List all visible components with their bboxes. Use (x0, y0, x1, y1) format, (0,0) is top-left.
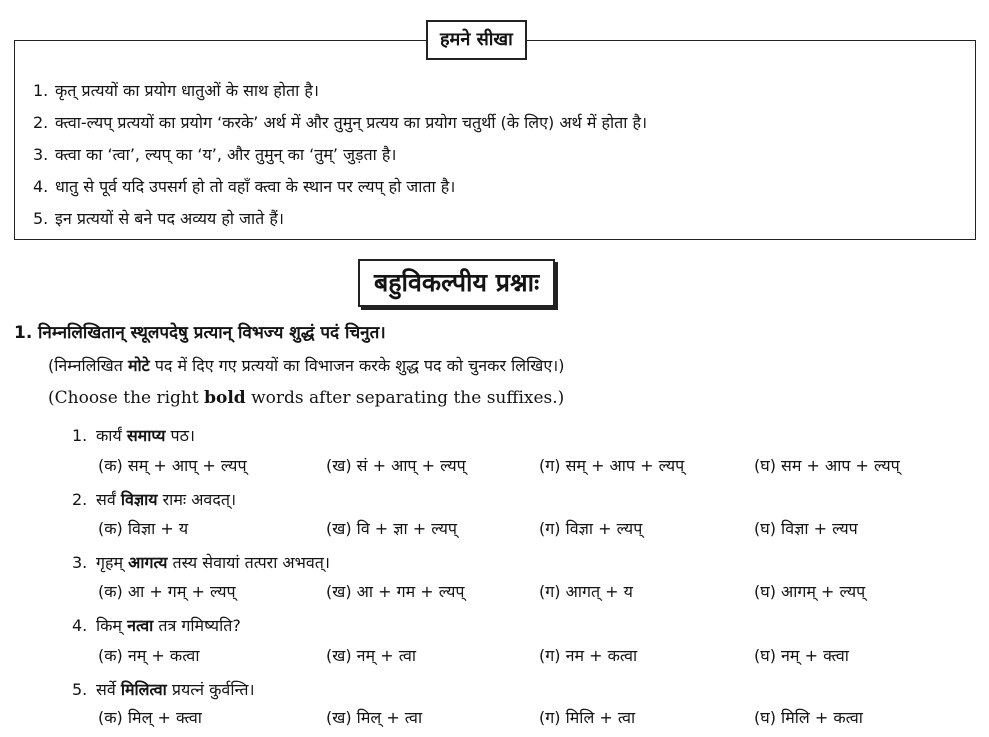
option-text: मिलि + कत्वा (781, 708, 863, 727)
option-label: (क) (98, 519, 123, 538)
summary-point-number: 4. (33, 177, 49, 196)
item-text: प्रयत्नं कुर्वन्ति। (166, 680, 255, 699)
item-text: सर्वे (96, 680, 121, 699)
option-text: नम् + क्त्वा (781, 646, 849, 665)
option-text: सम् + आप + ल्यप् (565, 456, 685, 475)
instruction-bold: मोटे (127, 356, 150, 375)
option-text: नम् + त्वा (356, 646, 416, 665)
option-label: (ख) (326, 646, 352, 665)
option-text: विज्ञा + ल्यप (781, 519, 858, 538)
option-text: आगत् + य (565, 582, 633, 601)
instruction-bold: bold (204, 388, 246, 408)
option-text: वि + ज्ञा + ल्यप् (356, 519, 457, 538)
option-kha[interactable] (326, 644, 416, 666)
option-text: नम + कत्वा (565, 646, 638, 665)
summary-point-text: इन प्रत्ययों से बने पद अव्यय हो जाते हैं। (55, 209, 284, 228)
item-text: रामः अवदत्। (157, 490, 237, 509)
option-label: (घ) (754, 519, 776, 538)
option-gha[interactable] (754, 706, 863, 728)
item-text: किम् (96, 616, 128, 635)
item-text: तत्र गमिष्यति? (153, 616, 241, 635)
options-row (98, 454, 978, 480)
option-gha[interactable] (754, 580, 865, 602)
summary-list (33, 75, 965, 235)
item-text: सर्वं (96, 490, 121, 509)
question-heading (14, 320, 386, 343)
item-text: गृहम् (96, 553, 129, 572)
summary-point-number: 2. (33, 113, 49, 132)
option-label: (ग) (539, 708, 561, 727)
option-ga[interactable] (539, 644, 637, 666)
option-ga[interactable] (539, 706, 635, 728)
option-label: (घ) (754, 456, 776, 475)
option-label: (क) (98, 646, 123, 665)
option-text: आगम् + ल्यप् (781, 582, 866, 601)
option-label: (घ) (754, 582, 776, 601)
summary-point-text: धातु से पूर्व यदि उपसर्ग हो तो वहाँ क्त्वा के स्थान पर ल्यप् हो जाता है। (55, 177, 456, 196)
option-label: (घ) (754, 646, 776, 665)
options-row (98, 706, 978, 732)
option-gha[interactable] (754, 517, 858, 539)
option-gha[interactable] (754, 454, 900, 476)
options-row (98, 580, 978, 606)
option-text: नम् + कत्वा (127, 646, 200, 665)
summary-box (14, 40, 976, 240)
summary-point (33, 171, 965, 203)
summary-point (33, 203, 965, 235)
option-ka[interactable] (98, 644, 199, 666)
option-text: सं + आप् + ल्यप् (356, 456, 466, 475)
option-label: (क) (98, 582, 123, 601)
option-text: विज्ञा + य (127, 519, 189, 538)
option-label: (घ) (754, 708, 776, 727)
option-text: आ + गम् + ल्यप् (127, 582, 236, 601)
option-label: (ग) (539, 582, 561, 601)
option-ga[interactable] (539, 517, 642, 539)
option-label: (ग) (539, 646, 561, 665)
summary-point-text: क्त्वा-ल्यप् प्रत्ययों का प्रयोग ‘करके’ अर्थ में और तुमुन् प्रत्यय का प्रयोग चतुर्थी (के लिए) अर्थ में होता है। (55, 113, 648, 132)
summary-point (33, 139, 965, 171)
option-text: विज्ञा + ल्यप् (565, 519, 643, 538)
summary-point-text: क्त्वा का ‘त्वा’, ल्यप् का ‘य’, और तुमुन् का ‘तुम्’ जुड़ता है। (55, 145, 397, 164)
item-bold-word: मिलित्वा (120, 680, 167, 699)
instruction-text: (Choose the right (48, 388, 205, 408)
option-ka[interactable] (98, 706, 202, 728)
summary-point-number: 5. (33, 209, 49, 228)
option-ga[interactable] (539, 580, 633, 602)
item-bold-word: नत्वा (127, 616, 154, 635)
option-ka[interactable] (98, 454, 247, 476)
summary-point-number: 1. (33, 81, 49, 100)
question-text: निम्नलिखितान् स्थूलपदेषु प्रत्यान् विभज्य शुद्धं पदं चिनुत। (38, 323, 386, 343)
option-label: (ग) (539, 519, 561, 538)
option-label: (ख) (326, 708, 352, 727)
option-label: (क) (98, 456, 123, 475)
summary-point-text: कृत् प्रत्ययों का प्रयोग धातुओं के साथ होता है। (55, 81, 319, 100)
option-kha[interactable] (326, 706, 422, 728)
item-text: कार्यं (96, 426, 127, 445)
item-number: 1. (72, 426, 88, 445)
question-hindi-instruction (48, 354, 564, 376)
instruction-text: पद में दिए गए प्रत्ययों का विभाजन करके शुद्ध पद को चुनकर लिखिए।) (149, 356, 565, 375)
item-bold-word: समाप्य (126, 426, 166, 445)
section-title: बहुविकल्पीय प्रश्नाः (358, 259, 555, 307)
item-bold-word: विज्ञाय (120, 490, 158, 509)
summary-point (33, 75, 965, 107)
question-number: 1. (14, 323, 33, 343)
option-text: आ + गम + ल्यप् (356, 582, 465, 601)
option-kha[interactable] (326, 454, 466, 476)
option-ka[interactable] (98, 580, 236, 602)
option-text: मिलि + त्वा (565, 708, 636, 727)
question-item (72, 614, 241, 636)
option-label: (ख) (326, 519, 352, 538)
question-item (72, 678, 255, 700)
question-english-instruction (48, 388, 564, 408)
instruction-text: (निम्नलिखित (48, 356, 128, 375)
option-text: मिल् + क्त्वा (127, 708, 202, 727)
option-kha[interactable] (326, 580, 464, 602)
item-bold-word: आगत्य (128, 553, 168, 572)
option-ga[interactable] (539, 454, 684, 476)
item-number: 5. (72, 680, 88, 699)
question-item (72, 488, 236, 510)
option-label: (ख) (326, 582, 352, 601)
item-number: 3. (72, 553, 88, 572)
instruction-text: words after separating the suffixes.) (245, 388, 565, 408)
summary-title: हमने सीखा (426, 20, 527, 60)
option-text: सम + आप + ल्यप् (781, 456, 900, 475)
option-text: सम् + आप् + ल्यप् (127, 456, 247, 475)
item-number: 2. (72, 490, 88, 509)
question-item (72, 424, 195, 446)
options-row (98, 517, 978, 543)
item-text: तस्य सेवायां तत्परा अभवत्। (167, 553, 330, 572)
item-text: पठ। (165, 426, 195, 445)
option-gha[interactable] (754, 644, 849, 666)
option-text: मिल् + त्वा (356, 708, 423, 727)
option-label: (क) (98, 708, 123, 727)
option-label: (ग) (539, 456, 561, 475)
option-ka[interactable] (98, 517, 188, 539)
question-item (72, 551, 330, 573)
summary-point-number: 3. (33, 145, 49, 164)
summary-point (33, 107, 965, 139)
option-kha[interactable] (326, 517, 457, 539)
item-number: 4. (72, 616, 88, 635)
options-row (98, 644, 978, 670)
option-label: (ख) (326, 456, 352, 475)
